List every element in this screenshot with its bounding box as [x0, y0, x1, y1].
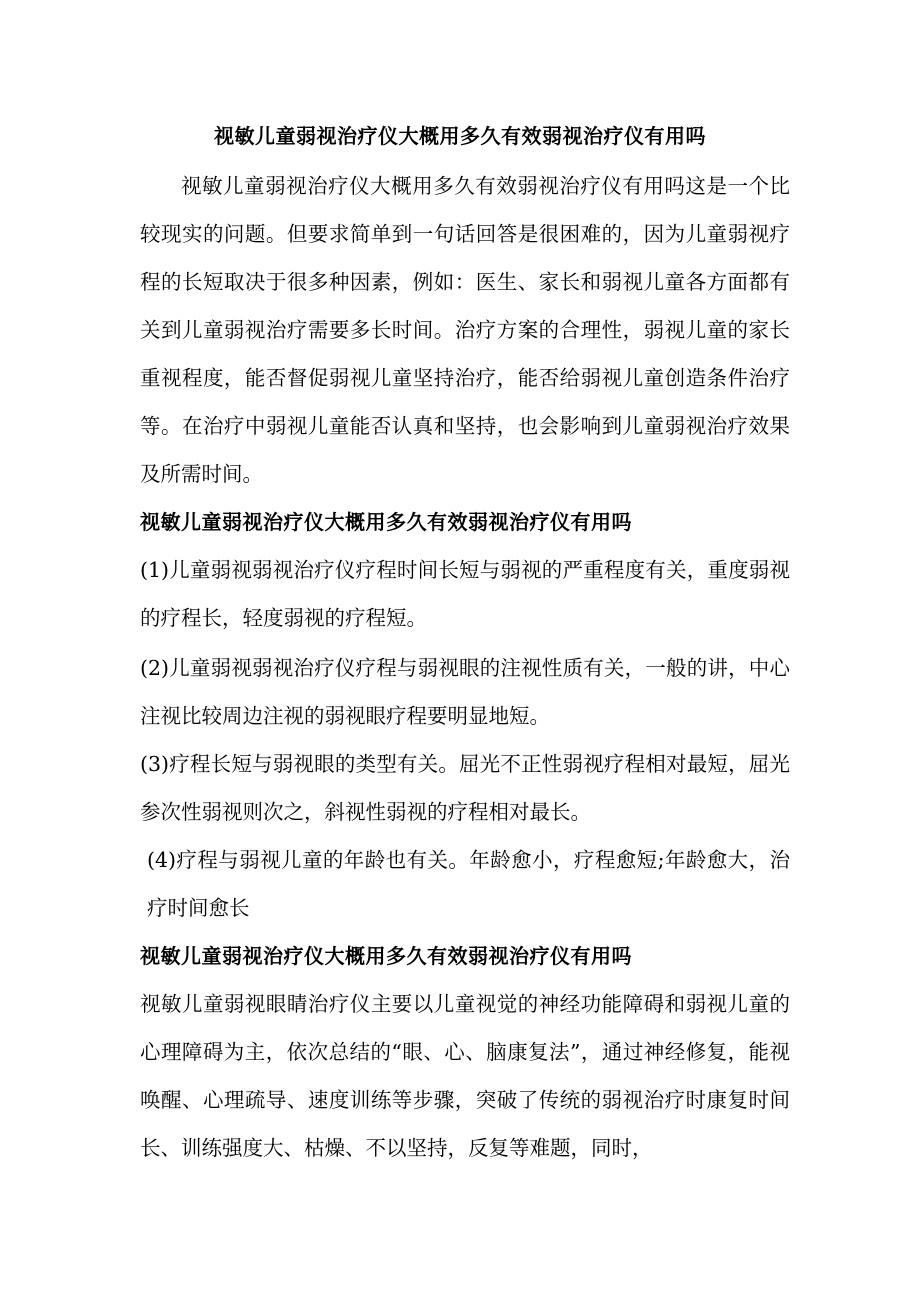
final-paragraph: 视敏儿童弱视眼睛治疗仪主要以儿童视觉的神经功能障碍和弱视儿童的心理障碍为主，依次总结的“眼、心、脑康复法”，通过神经修复，能视唤醒、心理疏导、速度训练等步骤，突破了传统的弱视治疗时康复时间长、训练强度大、枯燥、不以坚持，反复等难题，同时，	[140, 992, 790, 1160]
intro-paragraph: 视敏儿童弱视治疗仪大概用多久有效弱视治疗仪有用吗这是一个比较现实的问题。但要求简单到一句话回答是很困难的，因为儿童弱视疗程的长短取决于很多种因素，例如：医生、家长和弱视儿童各方面都有关到儿童弱视治疗需要多长时间。治疗方案的合理性，弱视儿童的家长重视程度，能否督促弱视儿童坚持治疗，能否给弱视儿童创造条件治疗等。在治疗中弱视儿童能否认真和坚持，也会影响到儿童弱视治疗效果及所需时间。	[140, 174, 790, 486]
list-item-3: (3)疗程长短与弱视眼的类型有关。屈光不正性弱视疗程相对最短，屈光参次性弱视则次之，斜视性弱视的疗程相对最长。	[140, 752, 790, 824]
list-item-2: (2)儿童弱视弱视治疗仪疗程与弱视眼的注视性质有关，一般的讲，中心注视比较周边注视的弱视眼疗程要明显地短。	[140, 656, 790, 728]
section-heading-2: 视敏儿童弱视治疗仪大概用多久有效弱视治疗仪有用吗	[140, 944, 632, 968]
list-item-4: (4)疗程与弱视儿童的年龄也有关。年龄愈小，疗程愈短;年龄愈大，治疗时间愈长	[147, 848, 790, 920]
section-heading-1: 视敏儿童弱视治疗仪大概用多久有效弱视治疗仪有用吗	[140, 510, 632, 534]
list-item-1: (1)儿童弱视弱视治疗仪疗程时间长短与弱视的严重程度有关，重度弱视的疗程长，轻度弱视的疗程短。	[140, 558, 790, 630]
document-title: 视敏儿童弱视治疗仪大概用多久有效弱视治疗仪有用吗	[214, 124, 706, 148]
